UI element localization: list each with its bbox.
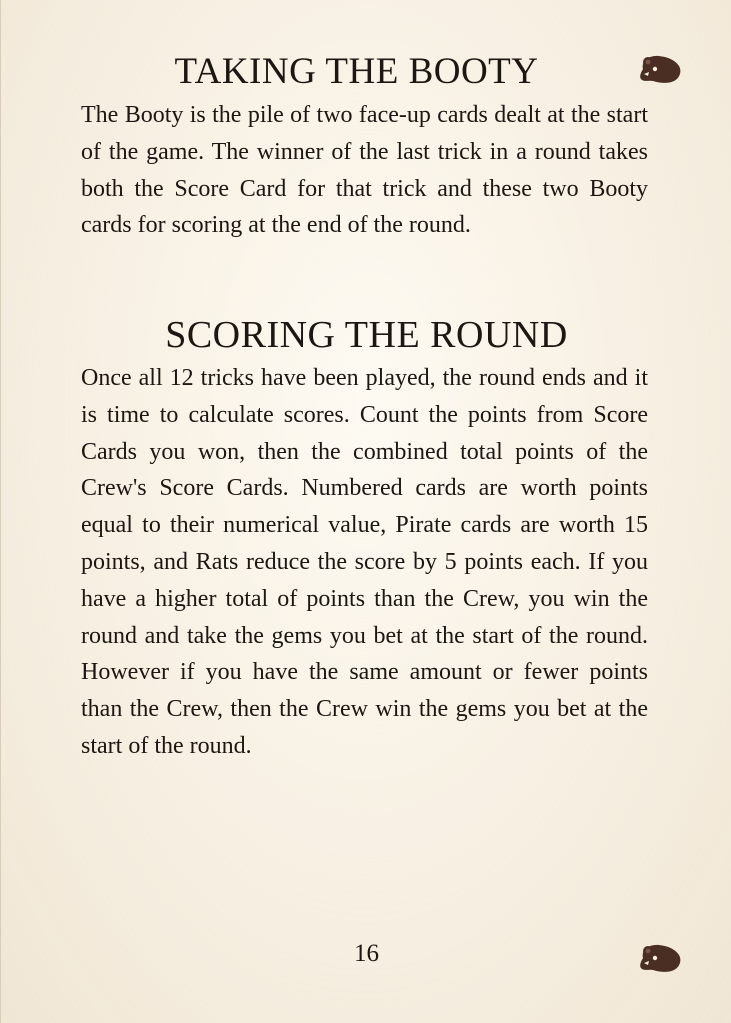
section-title-taking-the-booty: TAKING THE BOOTY: [174, 51, 539, 92]
rat-head-icon: [637, 52, 683, 86]
page-number: 16: [354, 940, 379, 967]
paragraph-scoring-rules: Once all 12 tricks have been played, the round ends and it is time to calculate scores. Count the points from Score Cards you won, then the combined total points of the Crew's Score Cards. Numbered cards are worth points equal to their numerical value, Pirate cards are worth 15 points, and Rats reduce the score by 5 points each. If you have a higher total of points than the Crew, you win the round and take the gems you bet at the start of the round. However if you have the same amount or fewer points than the Crew, then the Crew win the gems you bet at the start of the round.: [81, 365, 648, 759]
paragraph-booty-rules: The Booty is the pile of two face-up cards dealt at the start of the game. The winner of the last trick in a round takes both the Score Card for that trick and these two Booty cards for scoring at the end of the round.: [81, 102, 648, 239]
section-title-scoring-the-round: SCORING THE ROUND: [165, 314, 568, 356]
rat-head-icon: [637, 941, 683, 975]
